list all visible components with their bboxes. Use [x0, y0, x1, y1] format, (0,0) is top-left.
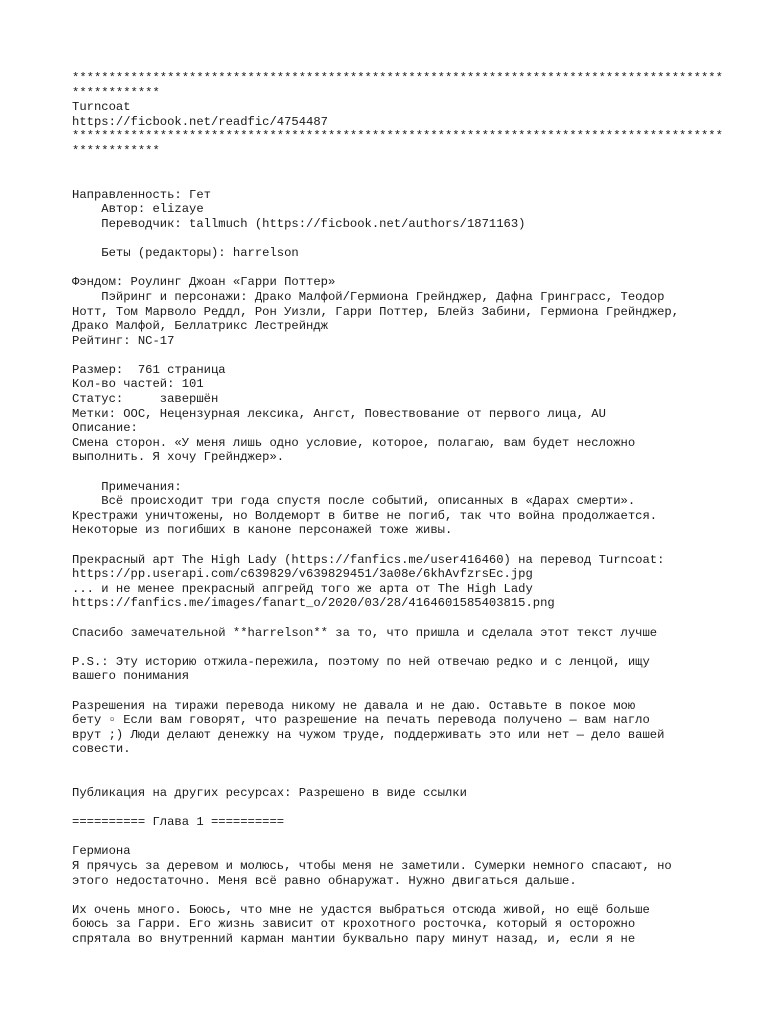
document-header	[72, 71, 723, 159]
paragraph-line: Их очень много. Боюсь, что мне не удастся выбраться отсюда живой, но ещё больше	[72, 902, 650, 917]
pairing-line: Пэйринг и персонажи: Драко Малфой/Гермиона Грейнджер, Дафна Гринграсс, Теодор	[72, 289, 665, 304]
thanks-line: Спасибо замечательной **harrelson** за то, что пришла и сделала этот текст лучше	[72, 625, 658, 640]
permissions-line: врут ;) Люди делают денежку на чужом труде, поддерживать это или нет — дело вашей	[72, 727, 665, 742]
paragraph-line: Я прячусь за деревом и молюсь, чтобы меня не заметили. Сумерки немного спасают, но	[72, 859, 672, 874]
size-line: Размер: 761 страница	[72, 362, 226, 377]
description-line: Смена сторон. «У меня лишь одно условие, которое, полагаю, вам будет несложно	[72, 435, 636, 450]
document-page	[72, 71, 723, 947]
art-link: https://fanfics.me/images/fanart_o/2020/03/28/4164601585403815.png	[72, 596, 555, 611]
parts-line: Кол-во частей: 101	[72, 377, 204, 392]
pov-heading: Гермиона	[72, 844, 131, 859]
paragraph-line: спрятала во внутренний карман мантии буквально пару минут назад, и, если я не	[72, 932, 636, 947]
ps-line: P.S.: Эту историю отжила-пережила, поэтому по ней отвечаю редко и с ленцой, ищу	[72, 654, 650, 669]
art-section	[72, 553, 702, 611]
tags-line: Метки: OOC, Нецензурная лексика, Ангст, Повествование от первого лица, AU	[72, 406, 606, 421]
fandom-line: Фэндом: Роулинг Джоан «Гарри Поттер»	[72, 275, 336, 290]
notes-section	[72, 480, 702, 538]
pairing-line: Нотт, Том Марволо Реддл, Рон Уизли, Гарри Поттер, Блейз Забини, Гермиона Грейнджер,	[72, 304, 680, 319]
permissions-line: Разрешения на тиражи перевода никому не давала и не даю. Оставьте в покое мою	[72, 698, 636, 713]
permissions-line: бету ▫ Если вам говорят, что разрешение на печать перевода получено — вам нагло	[72, 713, 650, 728]
permissions-line: совести.	[72, 742, 131, 757]
work-metadata	[72, 188, 702, 465]
separator-line: ************	[72, 143, 160, 158]
notes-line: Некоторые из погибших в каноне персонажей тоже живы.	[72, 523, 453, 538]
paragraph-line: боюсь за Гарри. Его жизнь зависит от крохотного росточка, который я осторожно	[72, 917, 636, 932]
author-line: Автор: elizaye	[72, 202, 204, 217]
status-line: Статус: завершён	[72, 392, 219, 407]
pairing-line: Драко Малфой, Беллатрикс Лестрейндж	[72, 319, 328, 334]
art-line: Прекрасный арт The High Lady (https://fanfics.me/user416460) на перевод Turncoat:	[72, 552, 665, 567]
art-link: https://pp.userapi.com/c639829/v639829451/3a08e/6khAvfzrsEc.jpg	[72, 567, 533, 582]
rating-line: Рейтинг: NC-17	[72, 333, 175, 348]
notes-line: Крестражи уничтожены, но Волдеморт в битве не погиб, так что война продолжается.	[72, 508, 658, 523]
separator-line: ************	[72, 85, 160, 100]
art-line: ... и не менее прекрасный апгрейд того же арта от The High Lady	[72, 581, 533, 596]
description-line: выполнить. Я хочу Грейнджер».	[72, 450, 285, 465]
work-title: Turncoat	[72, 100, 131, 115]
description-label: Описание:	[72, 421, 138, 436]
separator-line: *****************************************************************************************	[72, 71, 723, 85]
ps-line: вашего понимания	[72, 669, 190, 684]
work-url: https://ficbook.net/readfic/4754487	[72, 114, 328, 129]
separator-line: *****************************************************************************************	[72, 129, 723, 144]
permissions-section	[72, 699, 702, 757]
translator-line: Переводчик: tallmuch (https://ficbook.net/authors/1871163)	[72, 216, 526, 231]
ps-section	[72, 655, 702, 684]
chapter-body	[72, 844, 702, 946]
chapter-heading: ========== Глава 1 ==========	[72, 815, 285, 830]
publication-line: Публикация на других ресурсах: Разрешено в виде ссылки	[72, 786, 467, 801]
notes-line: Всё происходит три года спустя после событий, описанных в «Дарах смерти».	[72, 494, 636, 509]
betas-line: Беты (редакторы): harrelson	[72, 246, 299, 261]
notes-label: Примечания:	[72, 479, 182, 494]
paragraph-line: этого недостаточно. Меня всё равно обнаружат. Нужно двигаться дальше.	[72, 873, 577, 888]
direction-line: Направленность: Гет	[72, 187, 211, 202]
